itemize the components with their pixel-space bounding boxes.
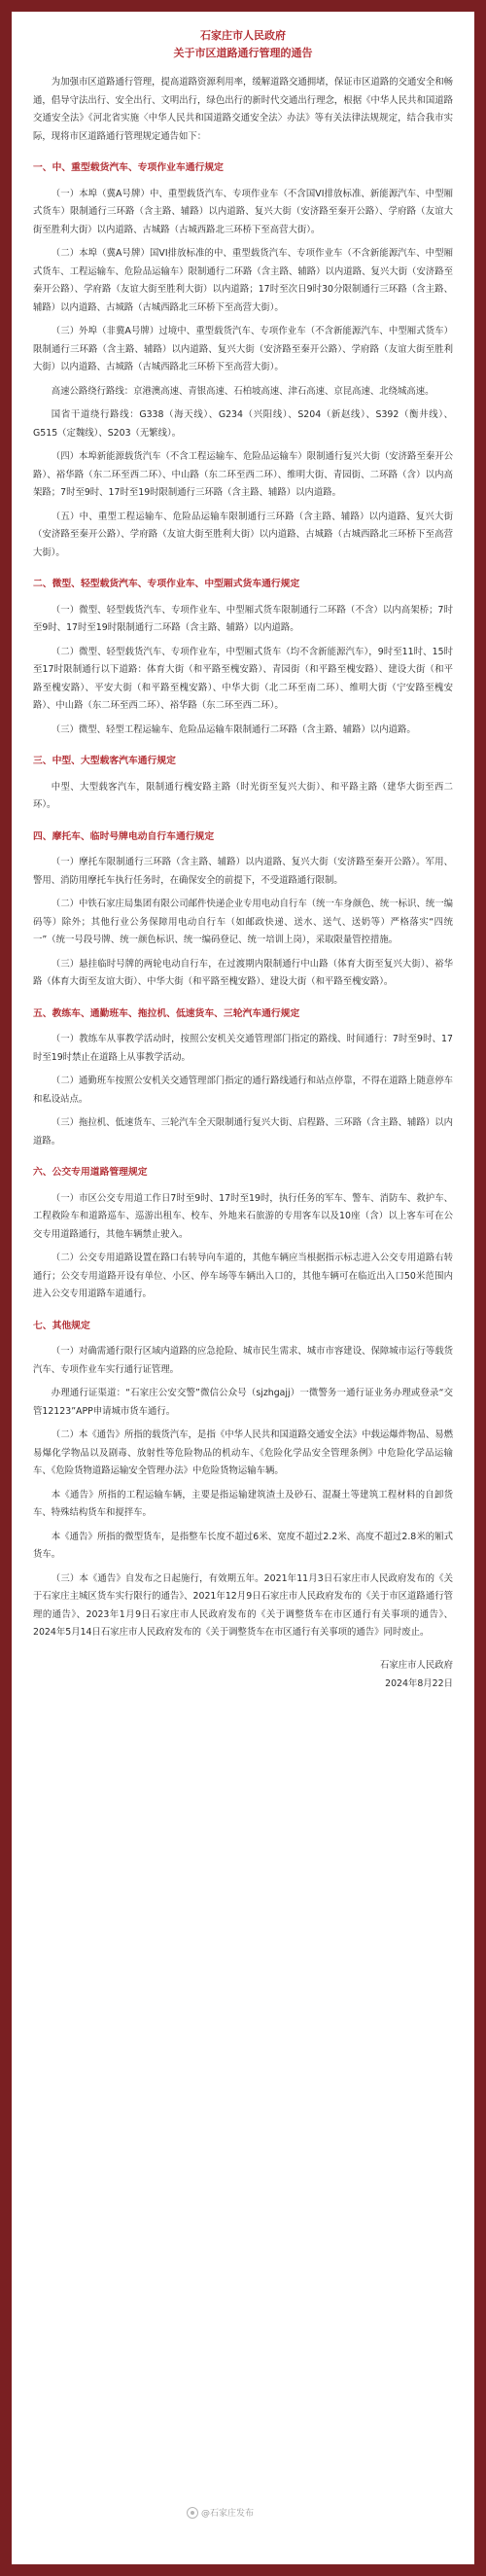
section-3-p1: 中型、大型载客汽车，限制通行槐安路主路（时光街至复兴大街）、和平路主路（建华大街至西二环）。 [33, 781, 453, 810]
issuing-org: 石家庄市人民政府 [200, 29, 286, 42]
section-7-p5: 本《通告》所指的微型货车，是指整车长度不超过6米、宽度不超过2.2米、高度不超过2.8米的厢式货车。 [33, 1531, 453, 1560]
section-1-p7: （五）中、重型工程运输车、危险品运输车限制通行三环路（含主路、辅路）以内道路、复兴大街（安济路至秦开公路）、学府路（友谊大街至胜利大街）以内道路、古城路（古城西路北三环桥下至高营大街）。 [33, 511, 453, 558]
section-1-p1: （一）本埠（冀A号牌）中、重型载货汽车、专项作业车（不含国VI排放标准、新能源汽车、中型厢式货车）限制通行三环路（含主路、辅路）以内道路、复兴大街（安济路至秦开公路）、学府路（友谊大街至胜利大街）以内道路、古城路（古城西路北三环桥下至高营大街）。 [33, 188, 453, 235]
weibo-icon [187, 2507, 198, 2519]
watermark-text: @石家庄发布 [201, 2509, 255, 2519]
signature-block [33, 1656, 453, 1693]
section-4-p1: （一）摩托车限制通行三环路（含主路、辅路）以内道路、复兴大街（安济路至秦开公路）。军用、警用、消防用摩托车执行任务时，在确保安全的前提下，不受道路通行限制。 [33, 857, 453, 886]
section-4-p2: （二）中铁石家庄局集团有限公司邮件快递企业专用电动自行车（统一车身颜色、统一标识、统一编码等）除外；其他行业公务保障用电动自行车（如邮政快递、送水、送气、送奶等）严格落实“四统一”（统一号段号牌、统一颜色标识、统一编码登记、统一培训上岗），采取限量管控措施。 [33, 899, 453, 945]
section-1-p2: （二）本埠（冀A号牌）国VI排放标准的中、重型载货汽车、专项作业车（不含新能源汽车、中型厢式货车、工程运输车、危险品运输车）限制通行二环路（含主路、辅路）以内道路、复兴大街（安济路至秦开公路）、学府路（友谊大街至胜利大街）以内道路；17时至次日9时30分限制通行三环路（含主路、辅路）以内道路、古城路（古城西路北三环桥下至高营大街）。 [33, 248, 453, 313]
section-5-p3: （三）拖拉机、低速货车、三轮汽车全天限制通行复兴大街、启程路、三环路（含主路、辅路）以内道路。 [33, 1117, 453, 1147]
watermark [187, 2506, 254, 2519]
section-6-p1: （一）市区公交专用道工作日7时至9时、17时至19时，执行任务的军车、警车、消防车、救护车、工程救险车和道路巡车、巡游出租车、校车、外地来石旅游的专用客车以及10座（含）以上客车可在公交专用道路通行，其他车辆禁止驶入。 [33, 1192, 453, 1240]
section-5-p2: （二）通勤班车按照公安机关交通管理部门指定的通行路线通行和站点停靠，不得在道路上随意停车和私设站点。 [33, 1076, 453, 1105]
signature-org: 石家庄市人民政府 [379, 1659, 453, 1671]
section-1-p3: （三）外埠（非冀A号牌）过境中、重型载货汽车、专项作业车（不含新能源汽车、中型厢式货车）限制通行三环路（含主路、辅路）以内道路、复兴大街（安济路至秦开公路）、学府路（友谊大街至胜利大街）以内道路、古城路（古城西路北三环桥下至高营大街）。 [33, 326, 453, 372]
section-2-p2: （二）微型、轻型载货汽车、专项作业车，中型厢式货车（均不含新能源汽车），9时至11时、15时至17时限制通行以下道路：体育大街（和平路至槐安路）、青园街（和平路至槐安路）、建设大街（和平路至槐安路）、平安大街（和平路至槐安路）、中华大街（北二环至南二环）、维明大街（宁安路至槐安路）、中山路（东二环至西二环）、裕华路（东二环至西二环）。 [33, 646, 453, 711]
document-frame [6, 6, 480, 2570]
section-6-p2: （二）公交专用道路设置在路口右转导向车道的，其他车辆应当根据指示标志进入公交专用道路右转通行；公交专用道路开设有单位、小区、停车场等车辆出入口的，其他车辆可在临近出入口50米范围内进入公交专用道路车道通行。 [33, 1253, 453, 1299]
section-4-p3: （三）悬挂临时号牌的两轮电动自行车，在过渡期内限制通行中山路（体育大街至复兴大街）、裕华路（体育大街至友谊大街）、中华大街（和平路至槐安路）、建设大街（和平路至槐安路）。 [33, 958, 453, 987]
signature-date: 2024年8月22日 [385, 1677, 453, 1689]
section-1-title: 一、中、重型载货汽车、专项作业车通行规定 [33, 162, 224, 173]
section-7-p6: （三）本《通告》自发布之日起施行，有效期五年。2021年11月3日石家庄市人民政府发布的《关于石家庄主城区货车实行限行的通告》、2021年12月9日石家庄市人民政府发布的《关于市区道路通行管理的通告》、2023年1月9日石家庄市人民政府发布的《关于调整货车在市区通行有关事项的通告》、2024年5月14日石家庄市人民政府发布的《关于调整货车在市区通行有关事项的通告》同时废止。 [33, 1572, 453, 1638]
section-1-p6: （四）本埠新能源载货汽车（不含工程运输车、危险品运输车）限制通行复兴大街（安济路至秦开公路）、裕华路（东二环至西二环）、中山路（东二环至西二环）、维明大街、青园街、二环路（含）以内高架路；7时至9时、17时至19时限制通行三环路（含主路、辅路）以内道路。 [33, 451, 453, 498]
section-6-title: 六、公交专用道路管理规定 [33, 1167, 148, 1178]
section-7-p3: （二）本《通告》所指的载货汽车，是指《中华人民共和国道路交通安全法》中载运爆炸物品、易燃易爆化学物品以及剧毒、放射性等危险物品的机动车、《危险化学品安全管理条例》中危险化学品运输车、《危险货物道路运输安全管理办法》中危险货物运输车辆。 [33, 1429, 453, 1476]
section-1-p5: 国省干道绕行路线：G338（海天线）、G234（兴阳线）、S204（新赵线）、S392（衡井线）、G515（定魏线）、S203（无繁线）。 [33, 409, 453, 439]
section-7-p2: 办理通行证渠道：“石家庄公安交警”微信公众号（sjzhgajj）一微警务一通行证业务办理或登录“交管12123”APP申请城市货车通行。 [33, 1388, 453, 1417]
section-5-title: 五、教练车、通勤班车、拖拉机、低速货车、三轮汽车通行规定 [33, 1007, 300, 1019]
section-7-title: 七、其他规定 [33, 1320, 90, 1331]
section-4-title: 四、摩托车、临时号牌电动自行车通行规定 [33, 830, 215, 842]
intro-paragraph: 为加强市区道路通行管理，提高道路资源利用率，缓解道路交通拥堵，保证市区道路的交通安全和畅通，倡导守法出行、安全出行、文明出行，绿色出行的新时代交通出行理念，根据《中华人民共和国道路交通安全法》《河北省实施〈中华人民共和国道路交通安全法〉办法》等有关法律法规规定，结合我市实际，现将市区道路通行管理规定通告如下： [33, 77, 453, 142]
section-5-p1: （一）教练车从事教学活动时，按照公安机关交通管理部门指定的路线、时间通行：7时至9时、17时至19时禁止在道路上从事教学活动。 [33, 1034, 453, 1063]
section-2-p3: （三）微型、轻型工程运输车、危险品运输车限制通行二环路（含主路、辅路）以内道路。 [51, 723, 416, 735]
section-7-p1: （一）对确需通行限行区域内道路的应急抢险、城市民生需求、城市市容建设、保障城市运行等载货汽车、专项作业车实行通行证管理。 [33, 1346, 453, 1375]
section-7-p4: 本《通告》所指的工程运输车辆，主要是指运输建筑渣土及砂石、混凝土等建筑工程材料的自卸货车、特殊结构货车和搅拌车。 [33, 1489, 453, 1518]
section-2-title: 二、微型、轻型载货汽车、专项作业车、中型厢式货车通行规定 [33, 579, 300, 589]
section-3-title: 三、中型、大型载客汽车通行规定 [33, 756, 176, 766]
document-page [12, 12, 474, 2564]
section-1-p4: 高速公路绕行路线：京港澳高速、青银高速、石柏坡高速、津石高速、京昆高速、北绕城高速。 [51, 385, 434, 397]
notice-title: 关于市区道路通行管理的通告 [173, 47, 313, 59]
section-2-p1: （一）微型、轻型载货汽车、专项作业车、中型厢式货车限制通行二环路（不含）以内高架桥；7时至9时、17时至19时限制通行二环路（含主路、辅路）以内道路。 [33, 604, 453, 633]
